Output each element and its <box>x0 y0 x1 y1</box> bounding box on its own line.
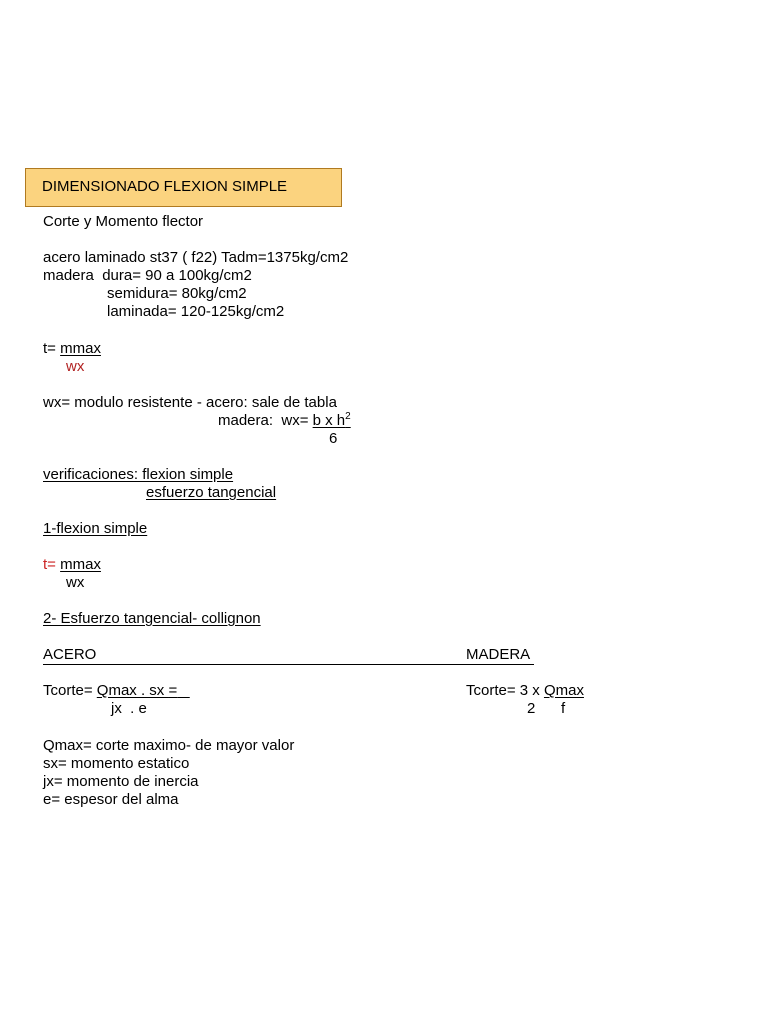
subtitle: Corte y Momento flector <box>43 213 204 230</box>
acero-equals: = <box>168 682 178 699</box>
madera-lhs: Tcorte= 3 x <box>466 682 544 699</box>
acero-formula <box>43 682 190 700</box>
formula1-denominator: wx <box>66 358 85 375</box>
formula1-numerator: mmax <box>60 340 101 357</box>
madera-formula <box>466 682 584 700</box>
legend-line-3: jx= momento de inercia <box>43 773 199 790</box>
formula2-lhs: t= <box>43 556 61 573</box>
formula2-numerator: mmax <box>60 556 101 573</box>
acero-denominator: jx . e <box>111 700 147 717</box>
header-rule <box>43 664 534 665</box>
formula1-lhs: t= <box>43 340 61 357</box>
legend-line-4: e= espesor del alma <box>43 791 179 808</box>
legend-line-2: sx= momento estatico <box>43 755 190 772</box>
formula2-denominator: wx <box>66 574 85 591</box>
materials-line-4: laminada= 120-125kg/cm2 <box>107 303 285 320</box>
madera-header: MADERA <box>466 646 531 663</box>
wx-madera-denominator: 6 <box>329 430 338 447</box>
madera-denominator-right: f <box>561 700 566 717</box>
madera-numerator: Qmax <box>543 682 584 699</box>
acero-numerator: Qmax . sx = <box>96 682 178 699</box>
section-1-heading: 1-flexion simple <box>43 520 148 537</box>
materials-line-2: madera dura= 90 a 100kg/cm2 <box>43 267 252 284</box>
verificaciones-line-1: verificaciones: flexion simple <box>43 466 234 483</box>
title-box <box>25 168 342 207</box>
madera-denominator-left: 2 <box>527 700 536 717</box>
wx-definition: wx= modulo resistente - acero: sale de tabla <box>43 394 337 411</box>
acero-lhs: Tcorte= <box>43 682 97 699</box>
page-title: DIMENSIONADO FLEXION SIMPLE <box>42 178 288 195</box>
wx-madera-label: madera: wx= <box>218 412 313 429</box>
wx-madera <box>218 412 351 430</box>
formula1 <box>43 340 101 358</box>
legend-line-1: Qmax= corte maximo- de mayor valor <box>43 737 295 754</box>
wx-madera-exponent: 2 <box>345 411 351 422</box>
materials-line-3: semidura= 80kg/cm2 <box>107 285 247 302</box>
section-2-heading: 2- Esfuerzo tangencial- collignon <box>43 610 261 627</box>
wx-madera-numerator: b x $h^2$ <box>312 411 351 429</box>
formula2 <box>43 556 101 574</box>
verificaciones-line-2: esfuerzo tangencial <box>146 484 277 501</box>
acero-header: ACERO <box>43 646 97 663</box>
materials-line-1: acero laminado st37 ( f22) Tadm=1375kg/cm2 <box>43 249 349 266</box>
